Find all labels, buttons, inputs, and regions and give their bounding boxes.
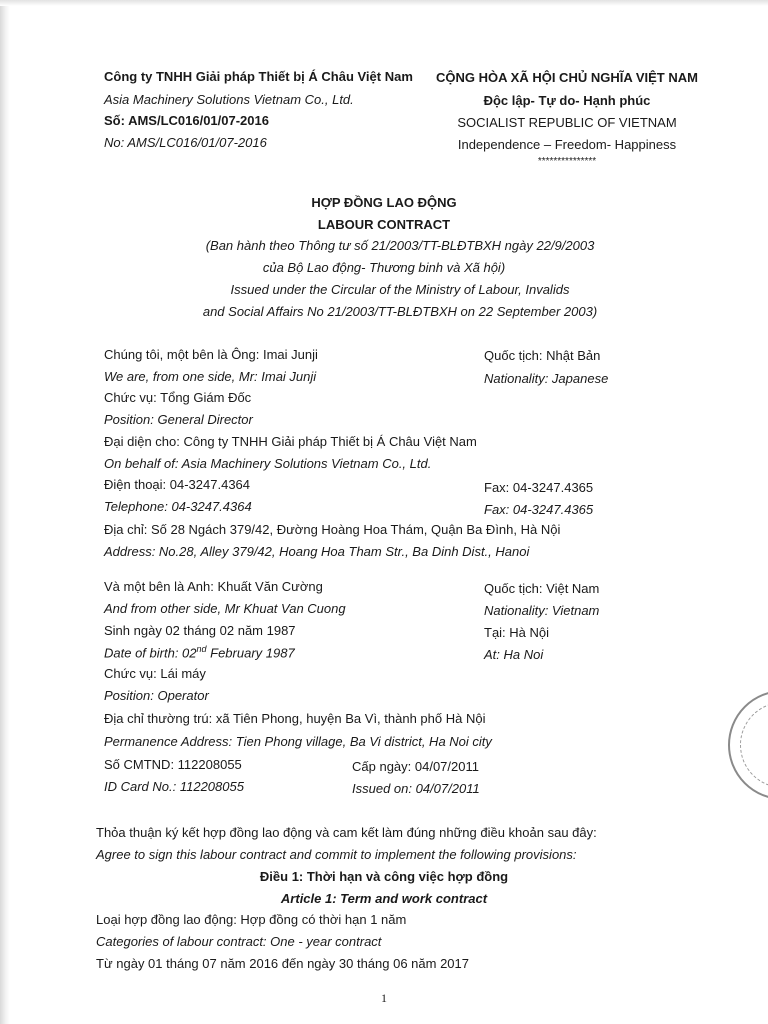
- republic-name-en: SOCIALIST REPUBLIC OF VIETNAM: [457, 115, 677, 130]
- scan-edge-top: [0, 0, 768, 6]
- article1-type-vn: Loại hợp đồng lao động: Hợp đồng có thời hạn 1 năm: [96, 912, 407, 927]
- contract-number-en: No: AMS/LC016/01/07-2016: [104, 135, 267, 150]
- employee-dob-en: [104, 645, 295, 659]
- employer-nationality-vn: Quốc tịch: Nhật Bản: [484, 348, 601, 363]
- page-number: 1: [381, 991, 387, 1005]
- title-issued-line-4: and Social Affairs No 21/2003/TT-BLĐTBXH on 22 September 2003): [202, 304, 598, 319]
- employer-name-vn: Chúng tôi, một bên là Ông: Imai Junji: [104, 347, 318, 362]
- employer-position-vn: Chức vụ: Tổng Giám Đốc: [104, 390, 252, 405]
- employer-behalf-vn: Đại diện cho: Công ty TNHH Giải pháp Thiết bị Á Châu Việt Nam: [104, 434, 477, 449]
- title-issued-line-1: (Ban hành theo Thông tư số 21/2003/TT-BLĐTBXH ngày 22/9/2003: [205, 238, 595, 253]
- employer-behalf-en: On behalf of: Asia Machinery Solutions Vietnam Co., Ltd.: [104, 456, 432, 471]
- title-issued-line-2: của Bộ Lao động- Thương binh và Xã hội): [262, 260, 506, 275]
- employer-fax-en: Fax: 04-3247.4365: [484, 502, 594, 517]
- employer-name-en: We are, from one side, Mr: Imai Junji: [104, 369, 317, 384]
- employee-position-vn: Chức vụ: Lái máy: [104, 666, 206, 681]
- article1-title-vn: Điều 1: Thời hạn và công việc hợp đồng: [259, 869, 509, 884]
- title-en: LABOUR CONTRACT: [317, 217, 451, 232]
- employee-address-vn: Địa chỉ thường trú: xã Tiên Phong, huyện Ba Vì, thành phố Hà Nội: [104, 711, 486, 726]
- employee-id-vn: Số CMTND: 112208055: [104, 757, 242, 772]
- employer-address-en: Address: No.28, Alley 379/42, Hoang Hoa Tham Str., Ba Dinh Dist., Hanoi: [104, 544, 530, 559]
- company-name-en: Asia Machinery Solutions Vietnam Co., Ltd.: [104, 92, 354, 107]
- employer-fax-vn: Fax: 04-3247.4365: [484, 480, 594, 495]
- employer-phone-vn: Điện thoại: 04-3247.4364: [104, 477, 251, 492]
- title-issued-line-3: Issued under the Circular of the Ministry of Labour, Invalids: [230, 282, 570, 297]
- article1-title-en: Article 1: Term and work contract: [280, 891, 488, 906]
- agreement-vn: Thỏa thuận ký kết hợp đồng lao động và cam kết làm đúng những điều khoản sau đây:: [96, 825, 597, 840]
- employee-id-en: ID Card No.: 112208055: [104, 779, 244, 794]
- employee-position-en: Position: Operator: [104, 688, 209, 703]
- employee-id-issued-en: Issued on: 04/07/2011: [352, 781, 480, 796]
- stars-divider: ***************: [537, 156, 597, 167]
- employee-name-vn: Và một bên là Anh: Khuất Văn Cường: [104, 579, 323, 594]
- agreement-en: Agree to sign this labour contract and commit to implement the following provisions:: [96, 847, 577, 862]
- employee-dob-en-suffix: February 1987: [206, 645, 295, 661]
- employee-dob-en-prefix: Date of birth: 02: [104, 645, 197, 661]
- employee-nationality-en: Nationality: Vietnam: [484, 603, 600, 618]
- motto-en: Independence – Freedom- Happiness: [457, 137, 677, 152]
- contract-number-vn: Số: AMS/LC016/01/07-2016: [104, 113, 269, 128]
- employer-position-en: Position: General Director: [104, 412, 253, 427]
- employee-nationality-vn: Quốc tịch: Việt Nam: [484, 581, 600, 596]
- article1-type-en: Categories of labour contract: One - year contract: [96, 934, 382, 949]
- seal-stamp: [728, 690, 768, 800]
- employee-birthplace-en: At: Ha Noi: [484, 647, 544, 662]
- employee-birthplace-vn: Tại: Hà Nội: [484, 625, 550, 640]
- company-name-vn: Công ty TNHH Giải pháp Thiết bị Á Châu Việt Nam: [104, 69, 413, 84]
- republic-name-vn: CỘNG HÒA XÃ HỘI CHỦ NGHĨA VIỆT NAM: [436, 70, 698, 85]
- employer-address-vn: Địa chỉ: Số 28 Ngách 379/42, Đường Hoàng Hoa Thám, Quận Ba Đình, Hà Nội: [104, 522, 561, 537]
- employee-address-en: Permanence Address: Tien Phong village, Ba Vi district, Ha Noi city: [104, 734, 492, 749]
- employer-phone-en: Telephone: 04-3247.4364: [104, 499, 252, 514]
- employee-id-issued-vn: Cấp ngày: 04/07/2011: [352, 759, 479, 774]
- title-vn: HỢP ĐỒNG LAO ĐỘNG: [311, 195, 457, 210]
- motto-vn: Độc lập- Tự do- Hạnh phúc: [483, 93, 651, 108]
- employee-dob-vn: Sinh ngày 02 tháng 02 năm 1987: [104, 623, 296, 638]
- article1-period-vn: Từ ngày 01 tháng 07 năm 2016 đến ngày 30 tháng 06 năm 2017: [96, 956, 469, 971]
- employee-name-en: And from other side, Mr Khuat Van Cuong: [104, 601, 346, 616]
- employee-dob-en-ordinal: nd: [196, 644, 207, 654]
- employer-nationality-en: Nationality: Japanese: [484, 371, 609, 386]
